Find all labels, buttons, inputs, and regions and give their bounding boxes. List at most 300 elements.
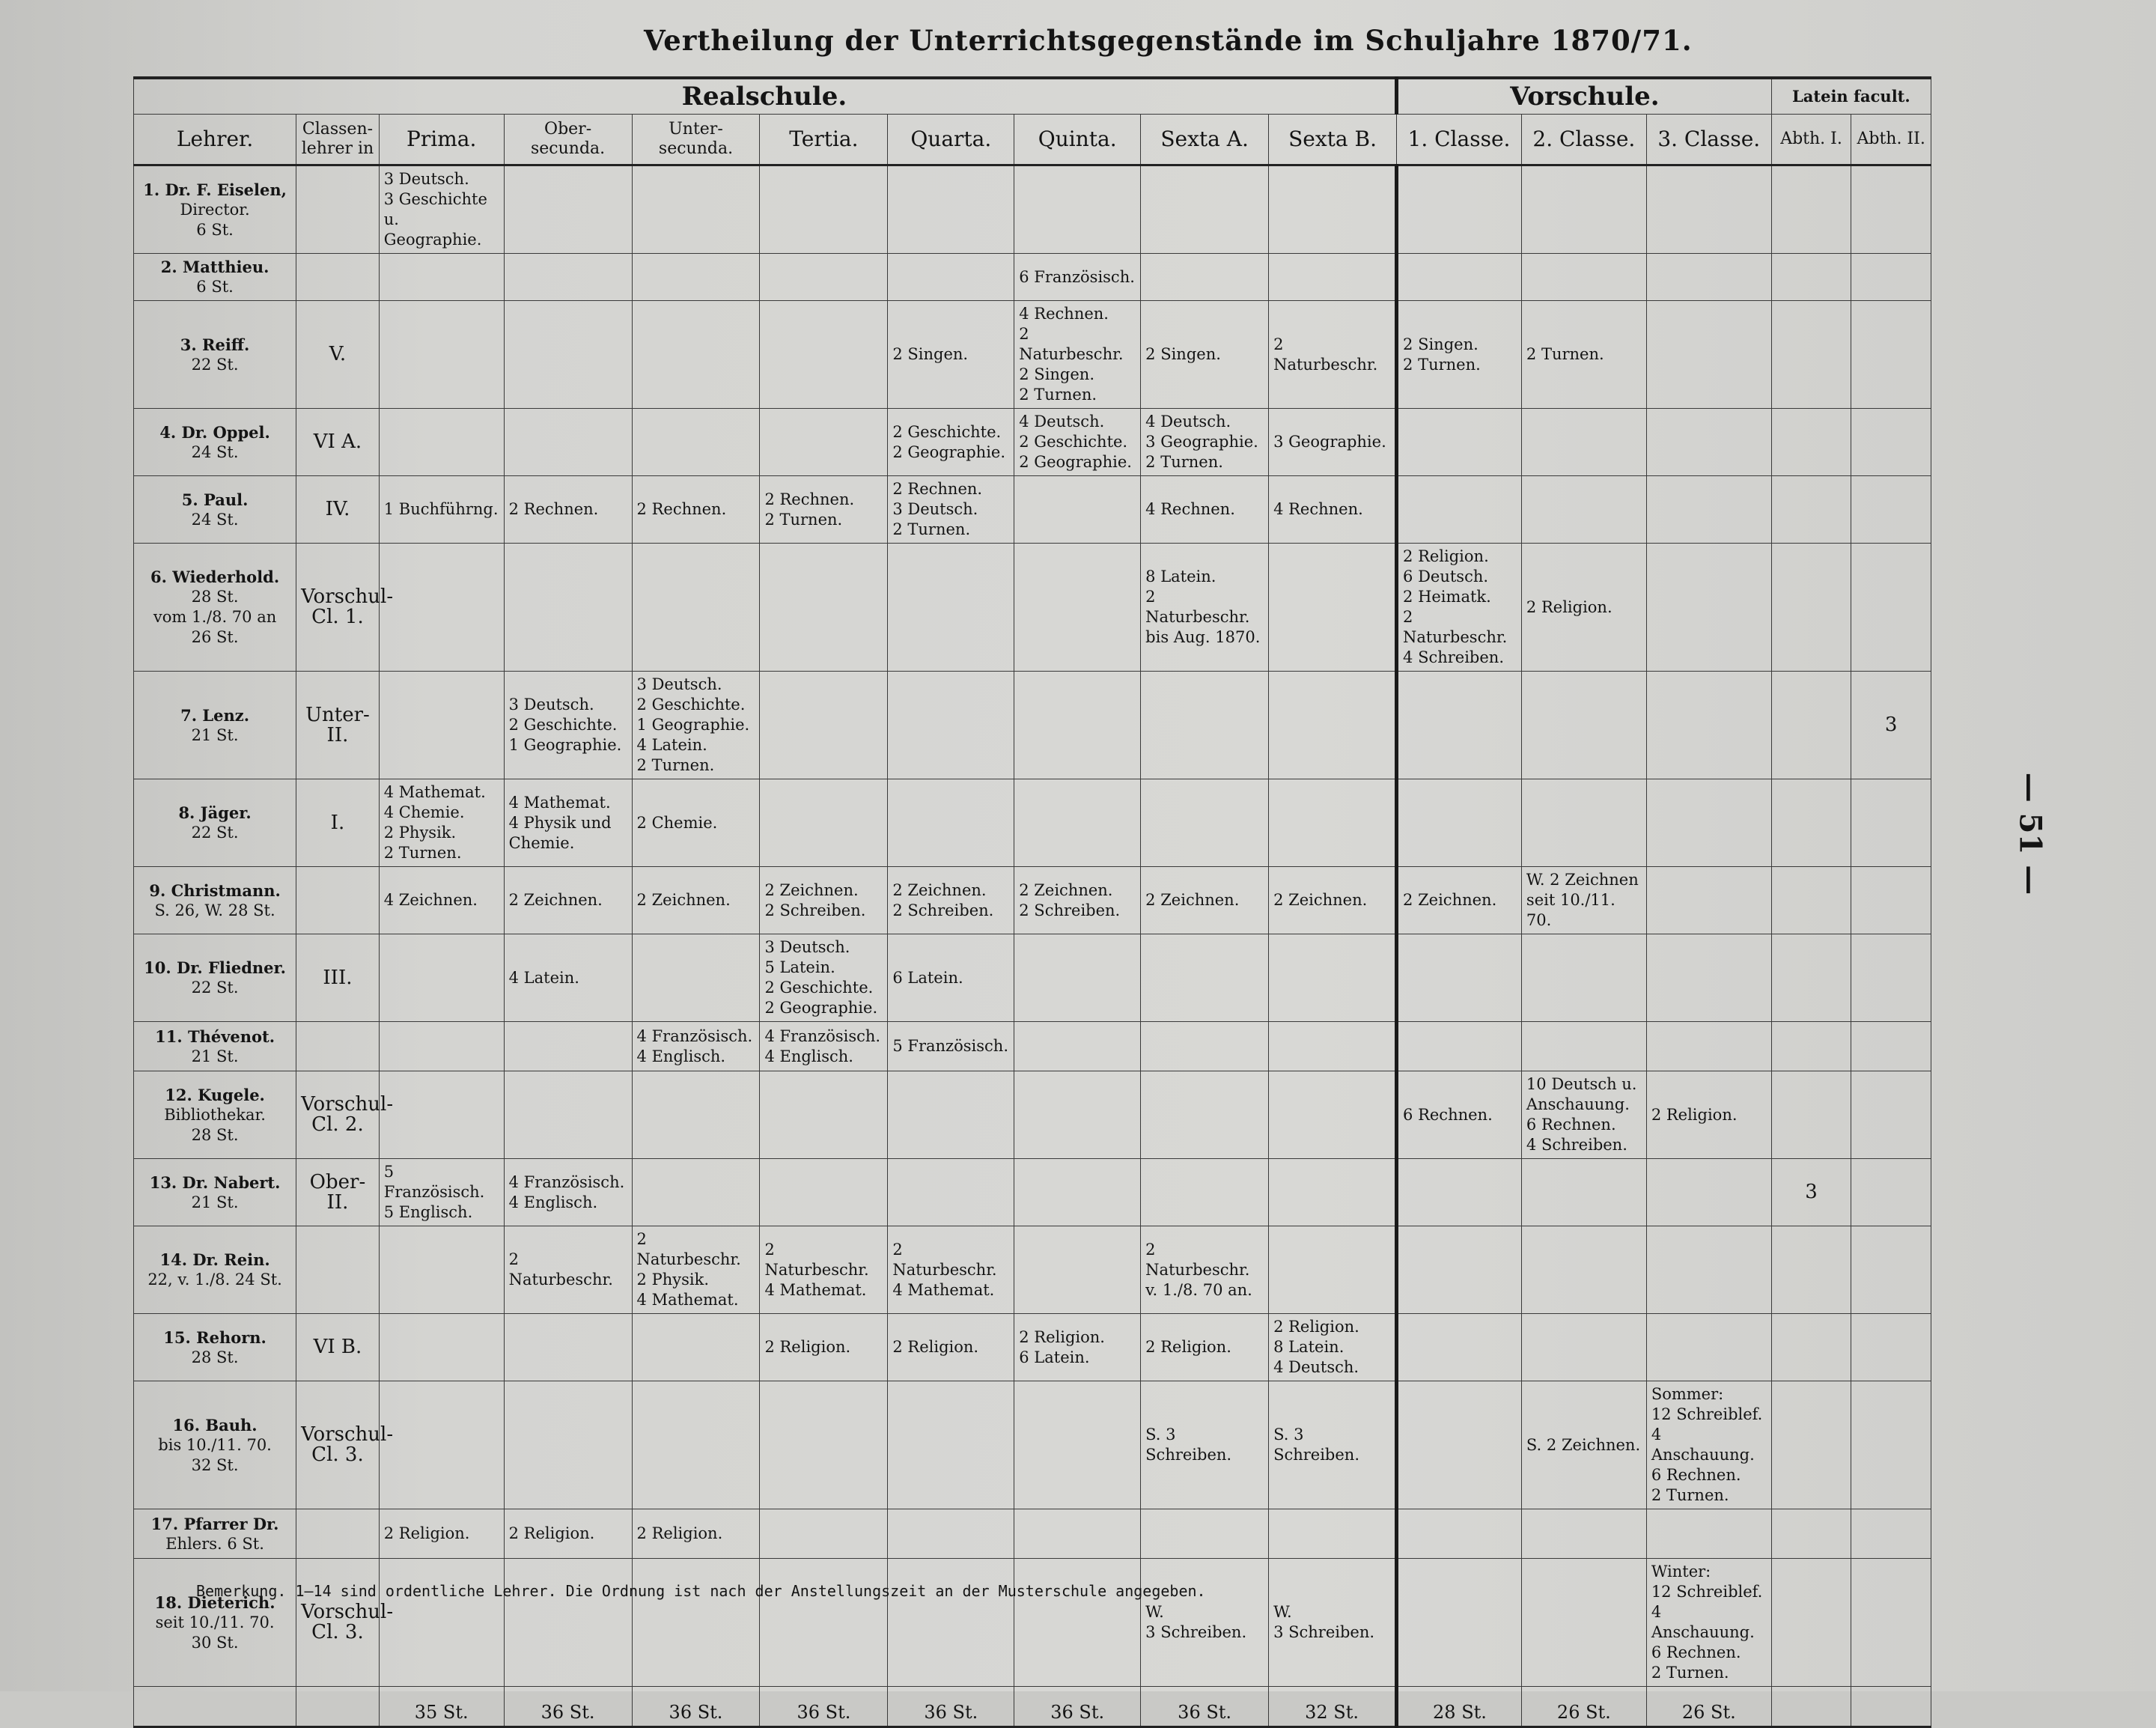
total-classe-2: 26 St.: [1521, 1687, 1646, 1727]
cell-prima: [379, 254, 504, 301]
cell-quinta: [1014, 779, 1141, 867]
cell-sexta-b: [1269, 1509, 1397, 1559]
cell-quarta: 2 Singen.: [888, 301, 1014, 409]
cell-untersecunda: 3 Deutsch. 2 Geschichte. 1 Geographie. 4 Latein. 2 Turnen.: [632, 672, 760, 779]
cell-obersecunda: 4 Französisch. 4 Englisch.: [504, 1159, 632, 1226]
cell-untersecunda: 2 Chemie.: [632, 779, 760, 867]
cell-classe2: [1521, 934, 1646, 1022]
teacher-cell: [134, 1559, 296, 1687]
cell-classenlehrer: Vorschul- Cl. 3.: [296, 1559, 380, 1687]
cell-classenlehrer: VI B.: [296, 1314, 380, 1381]
teacher-name: 4. Dr. Oppel.: [159, 422, 270, 442]
cell-classe2: [1521, 254, 1646, 301]
cell-sexta-a: [1141, 672, 1269, 779]
cell-sexta-a: 2 Religion.: [1141, 1314, 1269, 1381]
teacher-hours: 24 St.: [191, 442, 239, 461]
cell-abth2: [1851, 1509, 1931, 1559]
cell-classe1: [1397, 1559, 1522, 1687]
teacher-name: 17. Pfarrer Dr.: [150, 1514, 279, 1533]
cell-sexta-a: 2 Naturbeschr. v. 1./8. 70 an.: [1141, 1226, 1269, 1314]
cell-obersecunda: [504, 254, 632, 301]
cell-quinta: [1014, 1559, 1141, 1687]
cell-obersecunda: 2 Religion.: [504, 1509, 632, 1559]
cell-untersecunda: [632, 1314, 760, 1381]
col-sexta-a: Sexta A.: [1141, 115, 1269, 165]
cell-classe2: [1521, 1314, 1646, 1381]
col-classe-3: 3. Classe.: [1646, 115, 1771, 165]
teacher-cell: [134, 1226, 296, 1314]
cell-classe2: 2 Religion.: [1521, 544, 1646, 672]
cell-quarta: 2 Naturbeschr. 4 Mathemat.: [888, 1226, 1014, 1314]
teacher-name: 3. Reiff.: [180, 335, 250, 354]
teacher-hours: 21 St.: [191, 725, 239, 744]
cell-obersecunda: 2 Rechnen.: [504, 476, 632, 544]
cell-abth1: [1771, 165, 1851, 254]
cell-classe3: [1646, 867, 1771, 934]
total-prima: 35 St.: [379, 1687, 504, 1727]
cell-untersecunda: 4 Französisch. 4 Englisch.: [632, 1022, 760, 1071]
cell-abth1: [1771, 476, 1851, 544]
total-tertia: 36 St.: [760, 1687, 888, 1727]
cell-abth2: [1851, 476, 1931, 544]
cell-classenlehrer: Unter- II.: [296, 672, 380, 779]
cell-untersecunda: [632, 165, 760, 254]
teacher-name: 18. Dieterich.: [154, 1592, 275, 1612]
cell-quinta: [1014, 1071, 1141, 1159]
cell-classe3: 2 Religion.: [1646, 1071, 1771, 1159]
cell-classenlehrer: IV.: [296, 476, 380, 544]
cell-abth2: 3: [1851, 672, 1931, 779]
cell-prima: [379, 1559, 504, 1687]
teacher-name: 15. Rehorn.: [163, 1327, 267, 1347]
cell-sexta-b: [1269, 1071, 1397, 1159]
cell-classenlehrer: [296, 1226, 380, 1314]
cell-quinta: [1014, 165, 1141, 254]
col-prima: Prima.: [379, 115, 504, 165]
cell-untersecunda: [632, 301, 760, 409]
distribution-table: [133, 76, 1931, 1728]
teacher-name: 9. Christmann.: [149, 880, 281, 900]
cell-quinta: [1014, 934, 1141, 1022]
cell-quinta: [1014, 1381, 1141, 1509]
cell-abth1: [1771, 1314, 1851, 1381]
cell-prima: [379, 544, 504, 672]
cell-classe1: 2 Zeichnen.: [1397, 867, 1522, 934]
cell-classe3: [1646, 779, 1771, 867]
group-vorschule: Vorschule.: [1397, 78, 1772, 115]
cell-obersecunda: [504, 1381, 632, 1509]
cell-tertia: 2 Naturbeschr. 4 Mathemat.: [760, 1226, 888, 1314]
cell-classe1: [1397, 779, 1522, 867]
teacher-hours: Ehlers. 6 St.: [165, 1534, 264, 1553]
table-row: [134, 1559, 1931, 1687]
cell-classe2: [1521, 1159, 1646, 1226]
table-row: [134, 1071, 1931, 1159]
teacher-cell: [134, 1159, 296, 1226]
cell-classenlehrer: I.: [296, 779, 380, 867]
remark-note: Bemerkung. 1—14 sind ordentliche Lehrer. Die Ordnung ist nach der Anstellungszeit an der Musterschule angegeben.: [196, 1582, 1206, 1600]
cell-obersecunda: [504, 409, 632, 476]
cell-classe1: [1397, 165, 1522, 254]
cell-classe3: [1646, 1509, 1771, 1559]
cell-sexta-b: [1269, 779, 1397, 867]
cell-prima: 3 Deutsch. 3 Geschichte u. Geographie.: [379, 165, 504, 254]
table-row: [134, 165, 1931, 254]
cell-obersecunda: [504, 544, 632, 672]
teacher-hours: 22 St.: [191, 355, 239, 374]
cell-classe2: [1521, 1509, 1646, 1559]
cell-sexta-a: [1141, 1159, 1269, 1226]
cell-untersecunda: [632, 934, 760, 1022]
cell-classe2: 10 Deutsch u. Anschauung. 6 Rechnen. 4 Schreiben.: [1521, 1071, 1646, 1159]
teacher-hours: 22, v. 1./8. 24 St.: [147, 1271, 282, 1289]
cell-tertia: [760, 672, 888, 779]
cell-quarta: 2 Rechnen. 3 Deutsch. 2 Turnen.: [888, 476, 1014, 544]
cell-quinta: [1014, 1226, 1141, 1314]
col-untersecunda: Unter- secunda.: [632, 115, 760, 165]
cell-classe2: [1521, 165, 1646, 254]
cell-classenlehrer: [296, 1509, 380, 1559]
cell-classe3: Winter: 12 Schreiblef. 4 Anschauung. 6 Rechnen. 2 Turnen.: [1646, 1559, 1771, 1687]
cell-classe1: [1397, 254, 1522, 301]
col-classenlehrer: Classen- lehrer in: [296, 115, 380, 165]
cell-abth1: 3: [1771, 1159, 1851, 1226]
cell-abth2: [1851, 254, 1931, 301]
cell-untersecunda: [632, 254, 760, 301]
cell-prima: 4 Zeichnen.: [379, 867, 504, 934]
cell-untersecunda: [632, 1159, 760, 1226]
cell-classenlehrer: [296, 165, 380, 254]
table-row: [134, 1509, 1931, 1559]
cell-sexta-a: [1141, 1509, 1269, 1559]
teacher-hours: 21 St.: [191, 1047, 239, 1065]
cell-sexta-a: W. 3 Schreiben.: [1141, 1559, 1269, 1687]
cell-quarta: [888, 672, 1014, 779]
cell-sexta-b: 2 Zeichnen.: [1269, 867, 1397, 934]
cell-sexta-b: [1269, 544, 1397, 672]
cell-classe2: W. 2 Zeichnen seit 10./11. 70.: [1521, 867, 1646, 934]
cell-prima: [379, 1022, 504, 1071]
cell-sexta-b: [1269, 165, 1397, 254]
cell-untersecunda: 2 Zeichnen.: [632, 867, 760, 934]
cell-abth1: [1771, 1071, 1851, 1159]
table-row: [134, 779, 1931, 867]
cell-classenlehrer: III.: [296, 934, 380, 1022]
cell-sexta-a: [1141, 1071, 1269, 1159]
teacher-name: 5. Paul.: [181, 490, 249, 509]
cell-classe3: [1646, 165, 1771, 254]
cell-classe3: [1646, 672, 1771, 779]
cell-classe2: S. 2 Zeichnen.: [1521, 1381, 1646, 1509]
cell-quinta: 4 Deutsch. 2 Geschichte. 2 Geographie.: [1014, 409, 1141, 476]
table-row: [134, 934, 1931, 1022]
cell-classenlehrer: [296, 867, 380, 934]
cell-classe2: [1521, 672, 1646, 779]
cell-quinta: 2 Zeichnen. 2 Schreiben.: [1014, 867, 1141, 934]
cell-classenlehrer: VI A.: [296, 409, 380, 476]
cell-quarta: 2 Religion.: [888, 1314, 1014, 1381]
cell-classe1: [1397, 1381, 1522, 1509]
cell-classe1: [1397, 672, 1522, 779]
cell-quinta: 4 Rechnen. 2 Naturbeschr. 2 Singen. 2 Turnen.: [1014, 301, 1141, 409]
cell-obersecunda: 4 Mathemat. 4 Physik und Chemie.: [504, 779, 632, 867]
cell-classenlehrer: [296, 1022, 380, 1071]
cell-tertia: 2 Zeichnen. 2 Schreiben.: [760, 867, 888, 934]
cell-sexta-b: 4 Rechnen.: [1269, 476, 1397, 544]
cell-tertia: [760, 544, 888, 672]
cell-tertia: 2 Religion.: [760, 1314, 888, 1381]
cell-quarta: 2 Geschichte. 2 Geographie.: [888, 409, 1014, 476]
cell-tertia: [760, 1381, 888, 1509]
cell-quinta: [1014, 476, 1141, 544]
teacher-cell: [134, 672, 296, 779]
teacher-name: 11. Thévenot.: [155, 1026, 275, 1046]
cell-classenlehrer: [296, 254, 380, 301]
cell-classe1: 2 Singen. 2 Turnen.: [1397, 301, 1522, 409]
teacher-cell: [134, 544, 296, 672]
cell-tertia: [760, 1509, 888, 1559]
cell-quarta: [888, 1071, 1014, 1159]
cell-prima: [379, 1381, 504, 1509]
cell-classenlehrer: Vorschul- Cl. 3.: [296, 1381, 380, 1509]
cell-sexta-b: 2 Naturbeschr.: [1269, 301, 1397, 409]
cell-classe1: [1397, 1226, 1522, 1314]
group-latein-facult: Latein facult.: [1771, 78, 1931, 115]
cell-prima: 1 Buchführng.: [379, 476, 504, 544]
teacher-name: 13. Dr. Nabert.: [149, 1172, 281, 1192]
teacher-cell: [134, 301, 296, 409]
cell-sexta-a: 4 Rechnen.: [1141, 476, 1269, 544]
teacher-hours: S. 26, W. 28 St.: [154, 901, 275, 919]
cell-untersecunda: 2 Naturbeschr. 2 Physik. 4 Mathemat.: [632, 1226, 760, 1314]
total-sexta-a: 36 St.: [1141, 1687, 1269, 1727]
table-row: [134, 544, 1931, 672]
cell-classe3: [1646, 544, 1771, 672]
cell-untersecunda: 2 Religion.: [632, 1509, 760, 1559]
cell-tertia: 2 Rechnen. 2 Turnen.: [760, 476, 888, 544]
cell-prima: [379, 301, 504, 409]
cell-classe3: [1646, 409, 1771, 476]
cell-abth1: [1771, 1559, 1851, 1687]
cell-quinta: [1014, 544, 1141, 672]
cell-classe1: [1397, 409, 1522, 476]
cell-abth1: [1771, 254, 1851, 301]
cell-abth2: [1851, 934, 1931, 1022]
cell-classe1: [1397, 1509, 1522, 1559]
teacher-hours: bis 10./11. 70. 32 St.: [158, 1435, 272, 1474]
cell-prima: [379, 409, 504, 476]
total-sexta-b: 32 St.: [1269, 1687, 1397, 1727]
cell-sexta-a: 2 Zeichnen.: [1141, 867, 1269, 934]
cell-abth1: [1771, 544, 1851, 672]
teacher-cell: [134, 1381, 296, 1509]
table-row: [134, 1159, 1931, 1226]
cell-abth1: [1771, 1226, 1851, 1314]
cell-sexta-b: 3 Geographie.: [1269, 409, 1397, 476]
teacher-hours: 21 St.: [191, 1193, 239, 1211]
cell-tertia: [760, 1071, 888, 1159]
cell-untersecunda: [632, 1381, 760, 1509]
teacher-cell: [134, 779, 296, 867]
teacher-name: 7. Lenz.: [180, 705, 250, 725]
cell-obersecunda: [504, 1559, 632, 1687]
teacher-hours: Bibliothekar. 28 St.: [164, 1105, 266, 1144]
cell-classe3: [1646, 1022, 1771, 1071]
teacher-hours: 22 St.: [191, 979, 239, 997]
teacher-name: 6. Wiederhold.: [150, 568, 280, 586]
cell-quinta: [1014, 1022, 1141, 1071]
cell-tertia: 4 Französisch. 4 Englisch.: [760, 1022, 888, 1071]
cell-sexta-a: [1141, 934, 1269, 1022]
table-row: [134, 1226, 1931, 1314]
cell-abth2: [1851, 1159, 1931, 1226]
total-classe-3: 26 St.: [1646, 1687, 1771, 1727]
cell-sexta-a: [1141, 1022, 1269, 1071]
cell-tertia: [760, 301, 888, 409]
col-quarta: Quarta.: [888, 115, 1014, 165]
col-sexta-b: Sexta B.: [1269, 115, 1397, 165]
cell-abth1: [1771, 1381, 1851, 1509]
cell-classe2: [1521, 1559, 1646, 1687]
cell-quarta: [888, 1159, 1014, 1226]
teacher-hours: 22 St.: [191, 824, 239, 842]
cell-obersecunda: 3 Deutsch. 2 Geschichte. 1 Geographie.: [504, 672, 632, 779]
cell-tertia: [760, 165, 888, 254]
totals-row: [134, 1687, 1931, 1727]
cell-classe3: [1646, 934, 1771, 1022]
cell-tertia: 3 Deutsch. 5 Latein. 2 Geschichte. 2 Geographie.: [760, 934, 888, 1022]
cell-sexta-a: 2 Singen.: [1141, 301, 1269, 409]
cell-classe2: 2 Turnen.: [1521, 301, 1646, 409]
cell-classenlehrer: Vorschul- Cl. 2.: [296, 1071, 380, 1159]
table-row: [134, 1022, 1931, 1071]
cell-abth2: [1851, 1381, 1931, 1509]
cell-abth2: [1851, 867, 1931, 934]
teacher-name: 12. Kugele.: [165, 1085, 265, 1104]
cell-classe2: [1521, 779, 1646, 867]
group-realschule: Realschule.: [134, 78, 1397, 115]
teacher-name: 1. Dr. F. Eiselen,: [143, 180, 287, 199]
total-obersecunda: 36 St.: [504, 1687, 632, 1727]
cell-classe2: [1521, 409, 1646, 476]
cell-classe1: [1397, 1159, 1522, 1226]
cell-sexta-b: S. 3 Schreiben.: [1269, 1381, 1397, 1509]
teacher-hours: 6 St.: [196, 278, 234, 296]
cell-prima: [379, 1071, 504, 1159]
teacher-cell: [134, 1022, 296, 1071]
total-untersecunda: 36 St.: [632, 1687, 760, 1727]
cell-abth2: [1851, 1022, 1931, 1071]
cell-abth2: [1851, 1226, 1931, 1314]
cell-abth2: [1851, 301, 1931, 409]
cell-quarta: [888, 779, 1014, 867]
total-quarta: 36 St.: [888, 1687, 1014, 1727]
cell-classenlehrer: Ober- II.: [296, 1159, 380, 1226]
cell-prima: [379, 934, 504, 1022]
cell-sexta-b: [1269, 1159, 1397, 1226]
cell-classe3: [1646, 301, 1771, 409]
cell-quarta: 6 Latein.: [888, 934, 1014, 1022]
cell-sexta-b: W. 3 Schreiben.: [1269, 1559, 1397, 1687]
cell-classe1: [1397, 1314, 1522, 1381]
table-row: [134, 254, 1931, 301]
cell-quarta: 5 Französisch.: [888, 1022, 1014, 1071]
teacher-cell: [134, 934, 296, 1022]
cell-sexta-b: [1269, 934, 1397, 1022]
table-row: [134, 867, 1931, 934]
cell-obersecunda: 4 Latein.: [504, 934, 632, 1022]
cell-prima: [379, 672, 504, 779]
teacher-cell: [134, 254, 296, 301]
cell-classe3: [1646, 1314, 1771, 1381]
cell-abth2: [1851, 1071, 1931, 1159]
cell-classe2: [1521, 1226, 1646, 1314]
table-row: [134, 301, 1931, 409]
cell-sexta-a: [1141, 165, 1269, 254]
cell-tertia: [760, 1559, 888, 1687]
cell-classe1: 2 Religion. 6 Deutsch. 2 Heimatk. 2 Naturbeschr. 4 Schreiben.: [1397, 544, 1522, 672]
cell-prima: [379, 1226, 504, 1314]
cell-quarta: [888, 1509, 1014, 1559]
cell-quinta: [1014, 672, 1141, 779]
teacher-hours: Director. 6 St.: [180, 200, 250, 239]
cell-quarta: [888, 165, 1014, 254]
cell-classe2: [1521, 476, 1646, 544]
col-quinta: Quinta.: [1014, 115, 1141, 165]
cell-classe1: [1397, 1022, 1522, 1071]
cell-prima: [379, 1314, 504, 1381]
cell-sexta-b: [1269, 1022, 1397, 1071]
cell-sexta-a: S. 3 Schreiben.: [1141, 1381, 1269, 1509]
cell-obersecunda: [504, 1314, 632, 1381]
cell-abth2: [1851, 409, 1931, 476]
col-abth-2: Abth. II.: [1851, 115, 1931, 165]
cell-classe3: [1646, 476, 1771, 544]
cell-untersecunda: [632, 544, 760, 672]
cell-classe3: Sommer: 12 Schreiblef. 4 Anschauung. 6 Rechnen. 2 Turnen.: [1646, 1381, 1771, 1509]
cell-untersecunda: [632, 409, 760, 476]
cell-sexta-a: [1141, 254, 1269, 301]
cell-obersecunda: [504, 301, 632, 409]
cell-quinta: 6 Französisch.: [1014, 254, 1141, 301]
cell-quarta: [888, 254, 1014, 301]
cell-tertia: [760, 254, 888, 301]
cell-abth1: [1771, 301, 1851, 409]
cell-classe1: 6 Rechnen.: [1397, 1071, 1522, 1159]
cell-prima: 5 Französisch. 5 Englisch.: [379, 1159, 504, 1226]
cell-classe3: [1646, 254, 1771, 301]
cell-sexta-b: 2 Religion. 8 Latein. 4 Deutsch.: [1269, 1314, 1397, 1381]
cell-sexta-a: 8 Latein. 2 Naturbeschr. bis Aug. 1870.: [1141, 544, 1269, 672]
cell-abth1: [1771, 409, 1851, 476]
cell-abth2: [1851, 544, 1931, 672]
cell-abth2: [1851, 1559, 1931, 1687]
cell-abth1: [1771, 1022, 1851, 1071]
cell-obersecunda: 2 Naturbeschr.: [504, 1226, 632, 1314]
column-header-row: [134, 115, 1931, 165]
cell-quarta: [888, 1381, 1014, 1509]
col-classe-2: 2. Classe.: [1521, 115, 1646, 165]
teacher-name: 14. Dr. Rein.: [159, 1250, 270, 1269]
cell-classe1: [1397, 476, 1522, 544]
cell-classe2: [1521, 1022, 1646, 1071]
cell-quarta: [888, 1559, 1014, 1687]
table-row: [134, 409, 1931, 476]
cell-sexta-a: 4 Deutsch. 3 Geographie. 2 Turnen.: [1141, 409, 1269, 476]
teacher-name: 8. Jäger.: [178, 803, 252, 822]
teacher-hours: 24 St.: [191, 510, 239, 529]
total-quinta: 36 St.: [1014, 1687, 1141, 1727]
